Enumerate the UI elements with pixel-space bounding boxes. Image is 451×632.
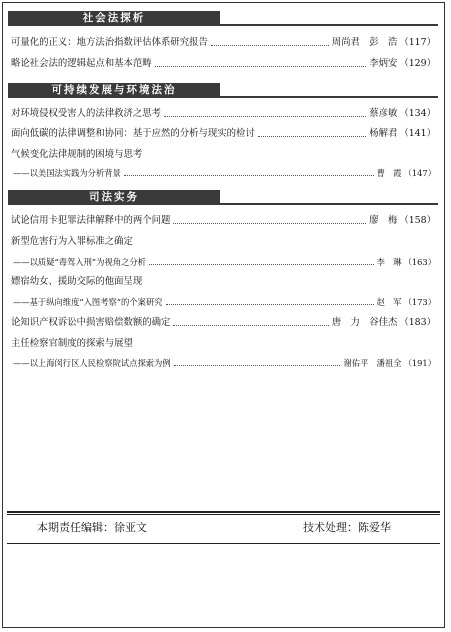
entry-subtitle: ——以美国法实践为分析背景 [13,168,121,178]
entry-title: 对环境侵权受害人的法律救济之思考 [11,108,162,119]
toc-entry[interactable] [11,214,436,228]
section-header-judicial-practice: 司法实务 [8,190,220,205]
entry-page: （163） [403,257,436,267]
dot-leader [211,36,329,46]
dot-leader [149,255,374,265]
entry-authors: 李 琳 [376,257,402,267]
toc-entry[interactable] [11,36,436,50]
entry-title: 论知识产权诉讼中损害赔偿数额的确定 [11,317,171,328]
responsible-editor: 本期责任编辑：徐亚文 [37,521,147,534]
toc-entry[interactable] [11,107,436,121]
section-divider [220,96,438,98]
dot-leader [155,57,367,67]
toc-entry[interactable] [11,57,436,71]
entry-title: 面向低碳的法律调整和协同：基于应然的分析与现实的检讨 [11,128,255,139]
entry-authors: 唐 力 谷佳杰 [331,317,398,328]
entry-page: （117） [399,37,436,48]
toc-entry-subtitle-line[interactable] [11,295,436,309]
technical-processing: 技术处理：陈爱华 [303,521,391,534]
entry-subtitle: ——以质疑“毒驾入刑”为视角之分析 [13,257,146,267]
dot-leader [124,166,374,176]
entry-title: 主任检察官制度的探索与展望 [11,338,133,349]
entry-subtitle: ——基于纵向维度“入图考察”的个案研究 [13,297,163,307]
toc-entry-title-line[interactable] [11,275,436,289]
entry-title: 试论信用卡犯罪法律解释中的两个问题 [11,215,171,226]
entry-title: 可量化的正义：地方法治指数评估体系研究报告 [11,37,208,48]
toc-entry[interactable] [11,127,436,141]
footer-rule-bottom [7,543,440,544]
dot-leader [173,214,366,224]
entry-authors: 廖 梅 [369,215,398,226]
entry-page: （183） [399,317,436,328]
entry-page: （173） [403,297,436,307]
table-of-contents-page [2,2,445,628]
entry-title: 略论社会法的逻辑起点和基本范畴 [11,58,152,69]
footer-rule-top [7,511,440,513]
entry-title: 新型危害行为入罪标准之确定 [11,236,133,247]
toc-entry-title-line[interactable] [11,337,436,351]
entry-authors: 赵 军 [376,297,402,307]
dot-leader [164,107,366,117]
entry-authors: 杨解君 [369,128,398,139]
entry-authors: 李炳安 [369,58,398,69]
toc-entry-subtitle-line[interactable] [11,356,436,370]
entry-page: （191） [403,358,436,368]
section-header-social-law: 社会法探析 [8,11,220,26]
entry-authors: 谢佑平 潘祖全 [343,358,402,368]
footer-rule-top-thin [7,514,440,515]
dot-leader [174,356,341,366]
toc-entry-title-line[interactable] [11,235,436,249]
toc-entry-subtitle-line[interactable] [11,166,436,180]
entry-page: （129） [399,58,436,69]
entry-title: 嫖宿幼女、援助交际的他面呈现 [11,276,143,287]
entry-subtitle: ——以上海闵行区人民检察院试点探索为例 [13,358,171,368]
toc-entry-subtitle-line[interactable] [11,255,436,269]
entry-page: （147） [403,168,436,178]
entry-title: 气候变化法律规制的困境与思考 [11,149,143,160]
entry-authors: 周尚君 彭 浩 [331,37,398,48]
entry-authors: 蔡彦敏 [369,108,398,119]
dot-leader [166,295,374,305]
dot-leader [258,127,366,137]
entry-page: （141） [399,128,436,139]
entry-page: （134） [399,108,436,119]
toc-entry-title-line[interactable] [11,148,436,162]
entry-authors: 曹 霞 [376,168,402,178]
entry-page: （158） [399,215,436,226]
section-divider [220,24,438,26]
toc-entry[interactable] [11,316,436,330]
section-divider [220,203,438,205]
section-header-environment: 可持续发展与环境法治 [8,83,220,98]
dot-leader [173,316,328,326]
